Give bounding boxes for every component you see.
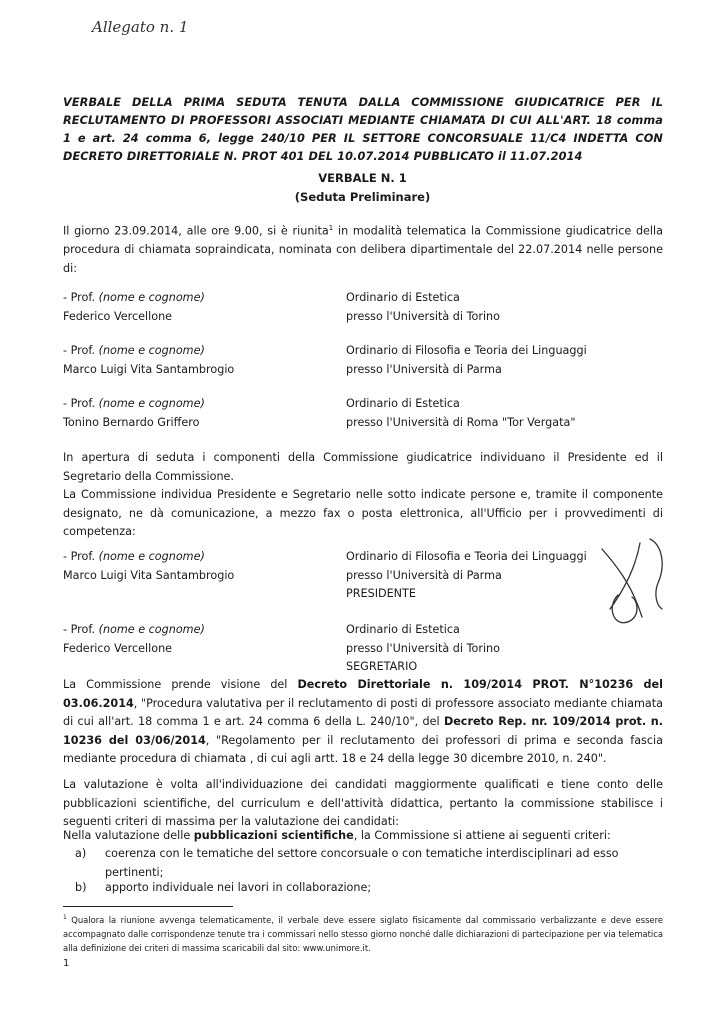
officer-office: PRESIDENTE xyxy=(346,587,416,600)
officer-placeholder: (nome e cognome) xyxy=(98,623,205,636)
member-role: Ordinario di Estetica xyxy=(346,397,460,410)
publications-intro xyxy=(63,827,663,846)
member-placeholder: (nome e cognome) xyxy=(98,291,205,304)
officer-prefix: - Prof. xyxy=(63,550,99,563)
member-prefix: - Prof. xyxy=(63,291,99,304)
decree-text: La Commissione prende visione del xyxy=(63,678,298,691)
officer-prefix: - Prof. xyxy=(63,623,99,636)
publications-text: Nella valutazione delle xyxy=(63,829,194,842)
handwritten-annotation: Allegato n. 1 xyxy=(92,18,189,36)
publications-text: , la Commissione si attiene ai seguenti criteri: xyxy=(353,829,611,842)
officer-secretary-affiliation xyxy=(346,621,500,677)
officer-placeholder: (nome e cognome) xyxy=(98,550,205,563)
officer-role: Ordinario di Estetica xyxy=(346,623,460,636)
member-1 xyxy=(63,289,205,326)
member-3-affiliation xyxy=(346,395,576,432)
officer-office: SEGRETARIO xyxy=(346,660,418,673)
footnote-mark: 1 xyxy=(63,914,67,921)
member-placeholder: (nome e cognome) xyxy=(98,397,205,410)
member-prefix: - Prof. xyxy=(63,344,99,357)
decree-text: , "Regolamento per il reclutamento dei professori di prima e seconda fascia mediante procedura di chiamata , di cui agli artt. 18 e 24 della legge 30 dicembre 2010, n. 240". xyxy=(63,733,663,765)
officer-name: Marco Luigi Vita Santambrogio xyxy=(63,568,235,582)
designation-paragraph: La Commissione individua Presidente e Segretario nelle sotto indicate persone e, tramite il componente designato, ne dà comunicazione, a mezzo fax o posta elettronica, all'Ufficio per i provvedimenti di competenza: xyxy=(63,488,663,538)
criterion-text: coerenza con le tematiche del settore concorsuale o con tematiche interdisciplinari ad esso pertinenti; xyxy=(105,847,619,879)
footnote-divider xyxy=(63,906,233,907)
officer-president xyxy=(63,548,234,585)
document-title: VERBALE DELLA PRIMA SEDUTA TENUTA DALLA COMMISSIONE GIUDICATRICE PER IL RECLUTAMENTO DI PROFESSORI ASSOCIATI MEDIANTE CHIAMATA DI CUI ALL'ART. 18 comma 1 e art. 24 comma 6, legge 240/10 PER IL SETTORE CONCORSUALE 11/C4 INDETTA CON DECRETO DIRETTORIALE N. PROT 401 DEL 10.07.2014 PUBBLICATO il 11.07.2014 xyxy=(63,96,663,163)
decree-paragraph xyxy=(63,676,663,769)
member-university: presso l'Università di Roma "Tor Vergata" xyxy=(346,415,576,429)
member-2 xyxy=(63,342,234,379)
member-role: Ordinario di Estetica xyxy=(346,291,460,304)
member-name: Federico Vercellone xyxy=(63,309,173,323)
intro-text-b: in modalità telematica la Commissione giudicatrice della procedura di chiamata sopraindicata, nominata con delibera dipartimentale del 22.07.2014 nelle persone di: xyxy=(63,224,664,275)
officer-role: Ordinario di Filosofia e Teoria dei Linguaggi xyxy=(346,550,587,563)
member-university: presso l'Università di Parma xyxy=(346,362,502,376)
publications-heading: pubblicazioni scientifiche xyxy=(193,829,354,842)
footnote xyxy=(63,911,663,955)
member-3 xyxy=(63,395,205,432)
criterion-text: apporto individuale nei lavori in collaborazione; xyxy=(105,881,372,894)
officer-university: presso l'Università di Torino xyxy=(346,641,500,655)
member-name: Tonino Bernardo Griffero xyxy=(63,415,200,429)
member-role: Ordinario di Filosofia e Teoria dei Linguaggi xyxy=(346,344,587,357)
member-university: presso l'Università di Torino xyxy=(346,309,500,323)
intro-text-a: Il giorno 23.09.2014, alle ore 9.00, si è riunita xyxy=(63,224,329,238)
verbale-number: VERBALE N. 1 xyxy=(318,171,407,185)
criterion-label: a) xyxy=(75,847,87,860)
officer-university: presso l'Università di Parma xyxy=(346,568,502,582)
opening-paragraph: In apertura di seduta i componenti della Commissione giudicatrice individuano il Presidente ed il Segretario della Commissione. xyxy=(63,451,663,483)
handwritten-signature xyxy=(596,535,668,630)
page-number: 1 xyxy=(63,958,70,969)
member-prefix: - Prof. xyxy=(63,397,99,410)
member-name: Marco Luigi Vita Santambrogio xyxy=(63,362,235,376)
evaluation-paragraph: La valutazione è volta all'individuazione dei candidati maggiormente qualificati e tiene conto delle pubblicazioni scientifiche, del curriculum e dell'attività didattica, pertanto la commissione stabilisce i seguenti criteri di massima per la valutazione dei candidati: xyxy=(63,778,663,828)
footnote-ref: 1 xyxy=(328,224,334,232)
officer-name: Federico Vercellone xyxy=(63,641,173,655)
decree-text: , "Procedura valutativa per il reclutamento di posti di professore associato mediante chiamata di cui all'art. 18 comma 1 e art. 24 comma 6 della L. 240/10", del xyxy=(63,696,663,728)
verbale-subtitle: (Seduta Preliminare) xyxy=(294,190,431,204)
footnote-text: Qualora la riunione avvenga telematicamente, il verbale deve essere siglato fisicamente dal commissario verbalizzante e deve essere accompagnato dalle corrispondenze tenute tra i commissari nello stesso giorno nonché dalle dichiarazioni di partecipazione per via telematica alla definizione dei criteri di massima scaricabili dal sito: www.unimore.it. xyxy=(63,914,663,953)
intro-paragraph xyxy=(63,219,663,278)
officer-secretary xyxy=(63,621,205,658)
member-placeholder: (nome e cognome) xyxy=(98,344,205,357)
decree-reference: Decreto Rep. nr. 109/2014 prot. n. 10236 del 03/06/2014 xyxy=(63,715,663,747)
criterion-a xyxy=(75,845,665,882)
officer-president-affiliation xyxy=(346,548,587,604)
member-2-affiliation xyxy=(346,342,587,379)
decree-reference: Decreto Direttoriale n. 109/2014 PROT. N°10236 del 03.06.2014 xyxy=(63,678,663,710)
criterion-b xyxy=(75,879,665,898)
criterion-label: b) xyxy=(75,881,87,894)
member-1-affiliation xyxy=(346,289,500,326)
